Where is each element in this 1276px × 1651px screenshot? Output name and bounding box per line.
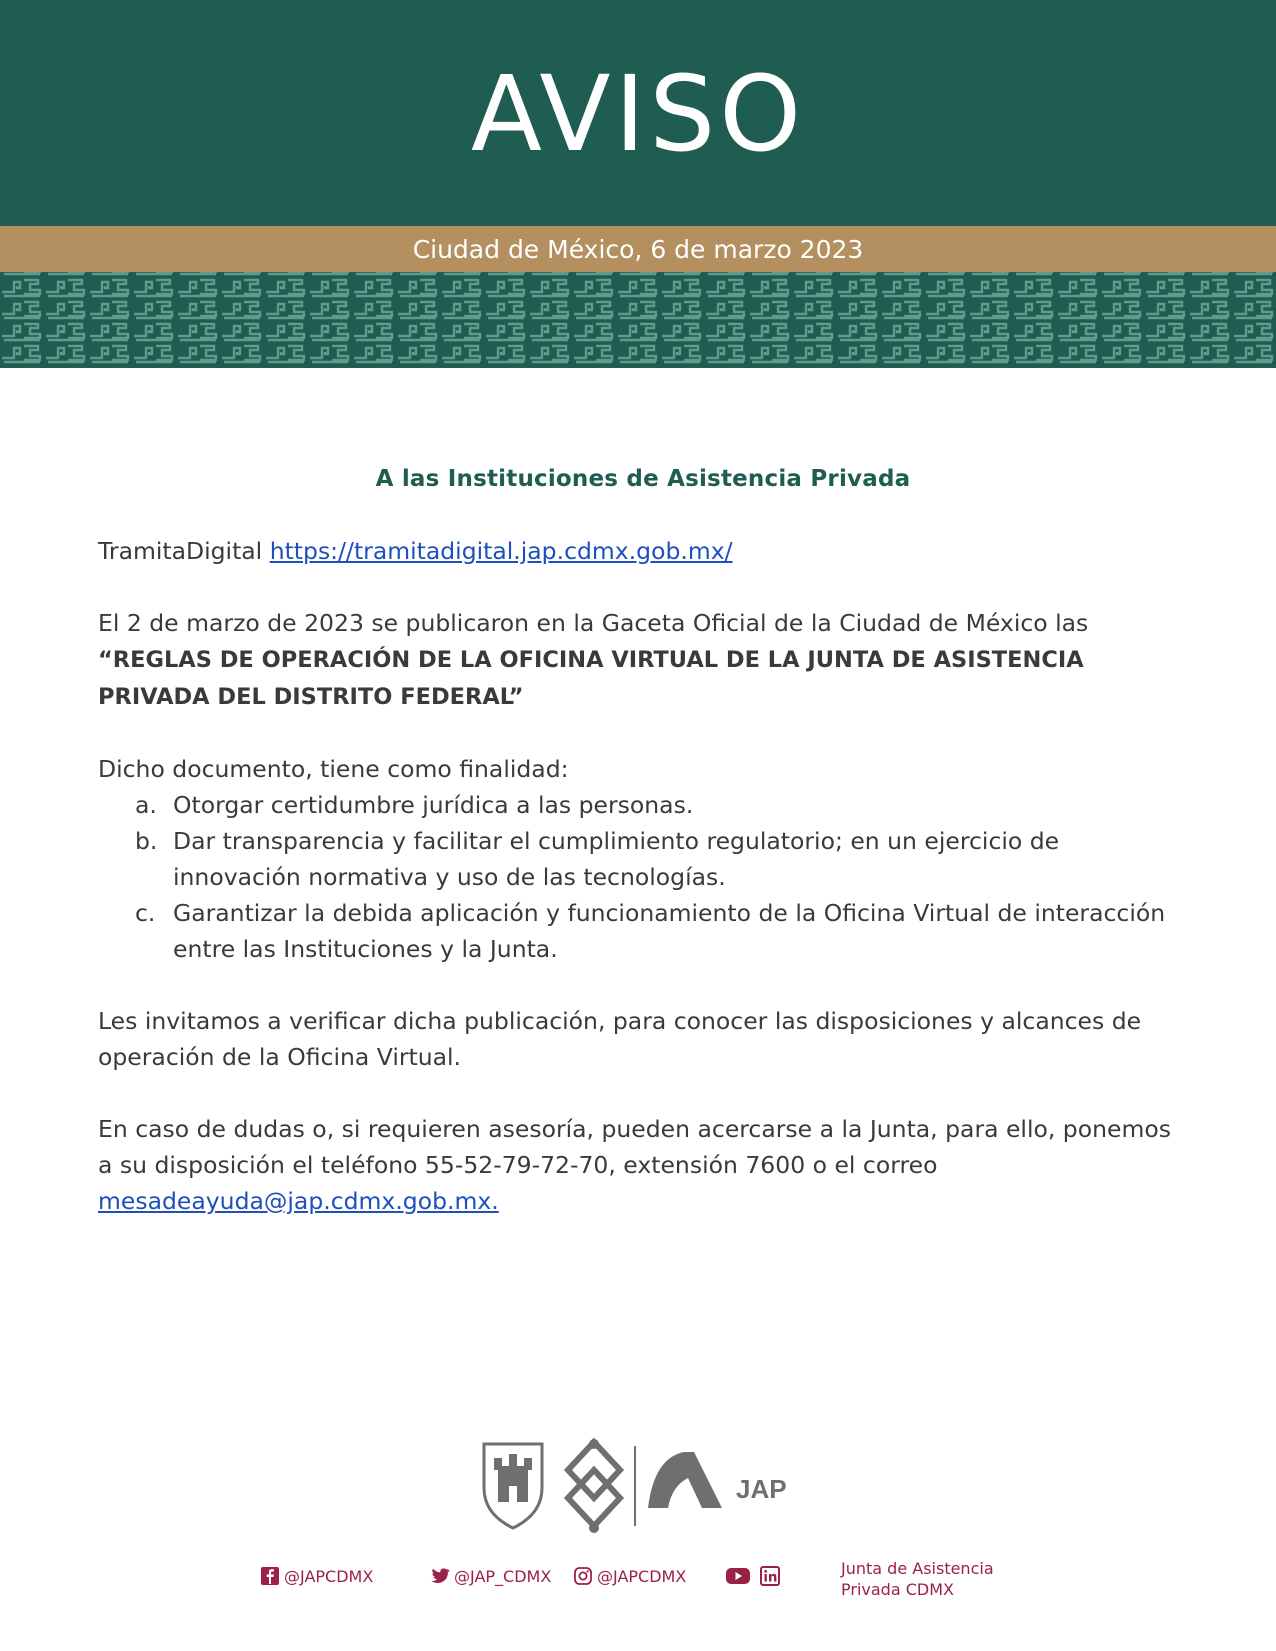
date-line: Ciudad de México, 6 de marzo 2023 <box>412 235 864 264</box>
twitter-icon <box>430 1566 450 1586</box>
footer <box>260 1558 1060 1602</box>
tramita-line <box>98 533 1188 569</box>
twitter-link[interactable] <box>430 1566 551 1586</box>
contact-text: En caso de dudas o, si requieren asesoría, pueden acercarse a la Junta, para ello, ponemos a su disposición el teléfono 55-52-79-72-70, extensión 7600 o el correo <box>98 1115 1171 1179</box>
list-item-text: Dar transparencia y facilitar el cumplimiento regulatorio; en un ejercicio de innovación normativa y uso de las tecnologías. <box>173 827 1060 891</box>
list-item <box>98 895 1188 967</box>
youtube-icon <box>725 1566 751 1586</box>
facebook-icon <box>260 1566 280 1586</box>
list-marker: b. <box>135 827 158 855</box>
list-marker: c. <box>135 899 156 927</box>
footer-org-name <box>841 1558 994 1600</box>
youtube-link[interactable] <box>725 1566 751 1586</box>
instagram-link[interactable] <box>573 1566 686 1586</box>
instagram-handle: @JAPCDMX <box>597 1566 687 1586</box>
date-band <box>0 226 1276 272</box>
tramita-label: TramitaDigital <box>98 537 263 565</box>
list-marker: a. <box>135 791 157 819</box>
footer-org-line1: Junta de Asistencia <box>841 1559 994 1578</box>
contact-paragraph <box>98 1111 1188 1219</box>
facebook-link[interactable] <box>260 1566 373 1586</box>
cdmx-shield-icon <box>484 1444 542 1528</box>
list-item <box>98 787 1188 823</box>
page-title: AVISO <box>470 53 806 175</box>
publication-text: El 2 de marzo de 2023 se publicaron en la Gaceta Oficial de la Ciudad de México las <box>98 609 1089 637</box>
list-item <box>98 823 1188 895</box>
facebook-handle: @JAPCDMX <box>284 1566 374 1586</box>
twitter-handle: @JAP_CDMX <box>454 1566 552 1586</box>
notice-body <box>98 430 1188 1219</box>
footer-org-line2: Privada CDMX <box>841 1580 954 1599</box>
purpose-intro: Dicho documento, tiene como finalidad: <box>98 755 569 783</box>
cdmx-logo-icon <box>568 1439 620 1533</box>
linkedin-icon <box>760 1566 780 1586</box>
instagram-icon <box>573 1566 593 1586</box>
greca-pattern <box>0 272 1276 368</box>
logo-group <box>480 1436 800 1546</box>
email-link[interactable]: mesadeayuda@jap.cdmx.gob.mx. <box>98 1187 499 1215</box>
greeting: A las Instituciones de Asistencia Privada <box>375 466 911 492</box>
list-item-text: Garantizar la debida aplicación y funcionamiento de la Oficina Virtual de interacción entre las Instituciones y la Junta. <box>173 899 1166 963</box>
logos-svg <box>480 1436 800 1546</box>
invitation-paragraph: Les invitamos a verificar dicha publicación, para conocer las disposiciones y alcances de operación de la Oficina Virtual. <box>98 1007 1142 1071</box>
purpose-list <box>98 787 1188 967</box>
jap-logo-text: JAP <box>736 1474 787 1504</box>
list-item-text: Otorgar certidumbre jurídica a las personas. <box>173 791 694 819</box>
tramita-link[interactable]: https://tramitadigital.jap.cdmx.gob.mx/ <box>269 537 733 565</box>
rules-title: “REGLAS DE OPERACIÓN DE LA OFICINA VIRTUAL DE LA JUNTA DE ASISTENCIA PRIVADA DEL DISTRITO FEDERAL” <box>98 647 1084 710</box>
publication-paragraph <box>98 605 1188 715</box>
greca-pattern-band <box>0 272 1276 368</box>
jap-logo-icon <box>648 1452 722 1508</box>
linkedin-link[interactable] <box>760 1566 784 1586</box>
header-banner <box>0 0 1276 226</box>
